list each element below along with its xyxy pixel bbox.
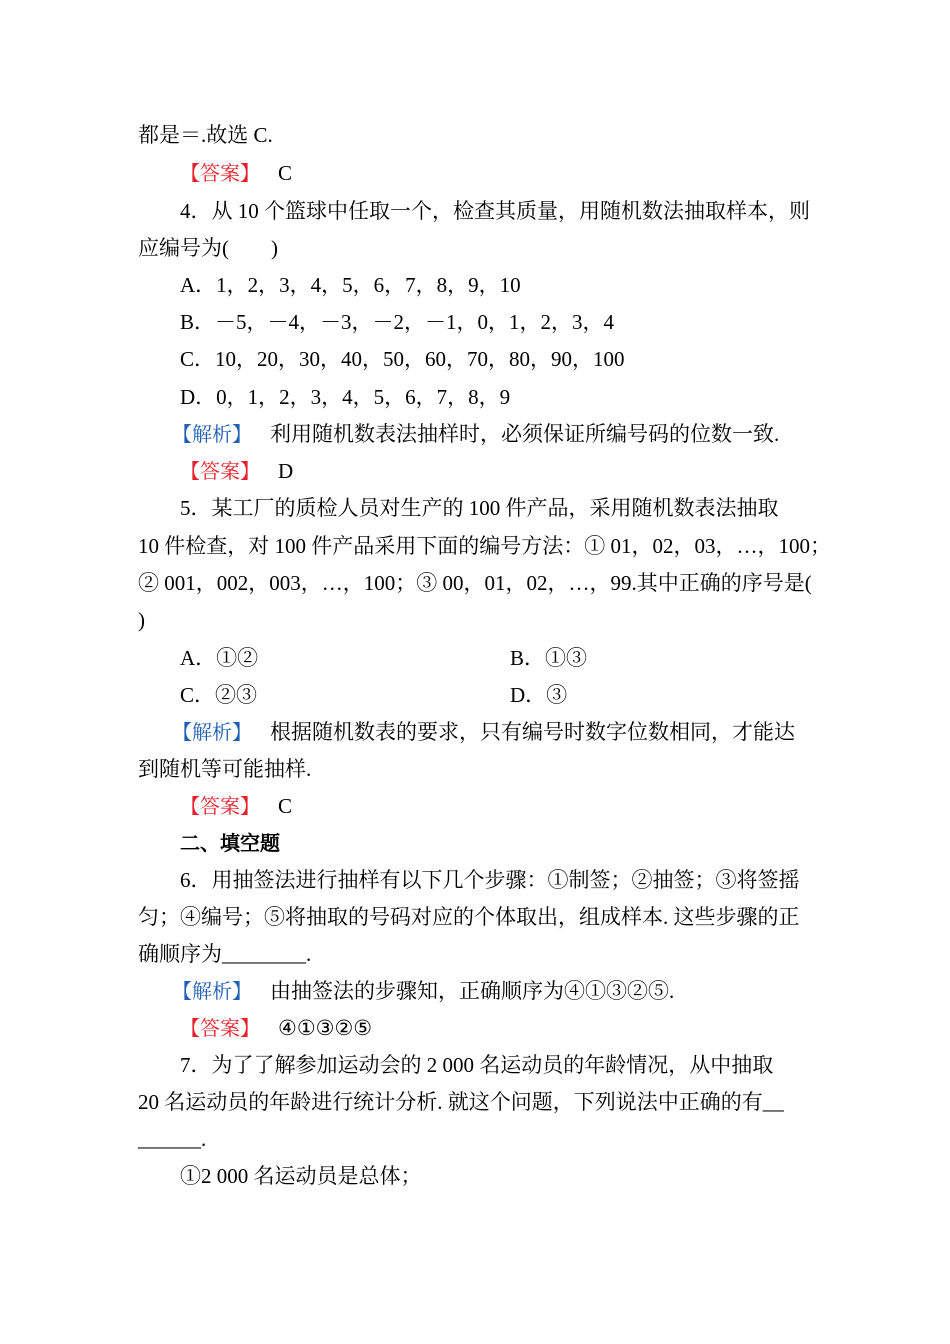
analysis-line bbox=[172, 978, 674, 1004]
answer-line bbox=[180, 458, 293, 484]
analysis-tag: 【解析】 bbox=[172, 979, 252, 1003]
question-6-line-2: 匀；④编号；⑤将抽取的号码对应的个体取出，组成样本. 这些步骤的正 bbox=[138, 905, 800, 929]
question-4-line-2: 应编号为( ) bbox=[138, 236, 278, 260]
answer-tag: 【答案】 bbox=[180, 794, 260, 818]
answer-tag: 【答案】 bbox=[180, 1016, 260, 1040]
question-6-line-3: 确顺序为________. bbox=[138, 942, 312, 966]
question-5-option-a: A．①② bbox=[180, 646, 259, 670]
answer-tag: 【答案】 bbox=[180, 161, 260, 185]
question-4-option-d: D．0，1，2，3，4，5，6，7，8，9 bbox=[180, 385, 511, 409]
answer-value: D bbox=[278, 459, 294, 483]
question-5-option-c: C．②③ bbox=[180, 683, 258, 707]
text-line: 都是＝.故选 C. bbox=[138, 123, 273, 147]
question-7-line-2: 20 名运动员的年龄进行统计分析. 就这个问题，下列说法中正确的有__ bbox=[138, 1090, 784, 1114]
analysis-line bbox=[172, 719, 795, 745]
question-6-line-1: 6．用抽签法进行抽样有以下几个步骤：①制签；②抽签；③将签摇 bbox=[180, 868, 800, 892]
question-4-option-a: A．1，2，3，4，5，6，7，8，9，10 bbox=[180, 273, 521, 297]
question-4-line-1: 4．从 10 个篮球中任取一个，检查其质量，用随机数法抽取样本，则 bbox=[180, 199, 810, 223]
answer-value: ④①③②⑤ bbox=[278, 1016, 373, 1040]
answer-line bbox=[180, 160, 292, 186]
question-7-line-1: 7．为了了解参加运动会的 2 000 名运动员的年龄情况，从中抽取 bbox=[180, 1053, 774, 1077]
question-5-line-2: 10 件检查，对 100 件产品采用下面的编号方法：① 01，02，03，…，100； bbox=[138, 534, 831, 558]
answer-value: C bbox=[278, 794, 293, 818]
question-4-option-c: C．10，20，30，40，50，60，70，80，90，100 bbox=[180, 347, 625, 371]
answer-line bbox=[180, 793, 292, 819]
analysis-tag: 【解析】 bbox=[172, 422, 252, 446]
answer-line bbox=[180, 1015, 372, 1041]
question-5-options-row-1 bbox=[180, 645, 820, 671]
question-7-line-3: ______. bbox=[138, 1127, 207, 1151]
question-5-line-4: ) bbox=[138, 608, 145, 632]
section-heading: 二、填空题 bbox=[180, 831, 280, 855]
question-5-line-3: ② 001，002，003，…，100；③ 00，01，02，…，99.其中正确的序号是( bbox=[138, 571, 812, 595]
question-5-options-row-2 bbox=[180, 682, 820, 708]
analysis-text: 根据随机数表的要求，只有编号时数字位数相同，才能达 bbox=[270, 720, 795, 744]
question-5-option-d: D．③ bbox=[510, 683, 568, 707]
analysis-text: 利用随机数表法抽样时，必须保证所编号码的位数一致. bbox=[270, 422, 780, 446]
analysis-tag: 【解析】 bbox=[172, 720, 252, 744]
analysis-text: 由抽签法的步骤知，正确顺序为④①③②⑤. bbox=[270, 979, 675, 1003]
question-4-option-b: B．－5，－4，－3，－2，－1，0，1，2，3，4 bbox=[180, 310, 615, 334]
question-5-line-1: 5．某工厂的质检人员对生产的 100 件产品，采用随机数表法抽取 bbox=[180, 496, 779, 520]
question-5-option-b: B．①③ bbox=[510, 646, 588, 670]
analysis-line bbox=[172, 421, 779, 447]
analysis-line-2: 到随机等可能抽样. bbox=[138, 757, 312, 781]
answer-value: C bbox=[278, 161, 293, 185]
question-7-statement-1: ①2 000 名运动员是总体； bbox=[180, 1164, 422, 1188]
answer-tag: 【答案】 bbox=[180, 459, 260, 483]
